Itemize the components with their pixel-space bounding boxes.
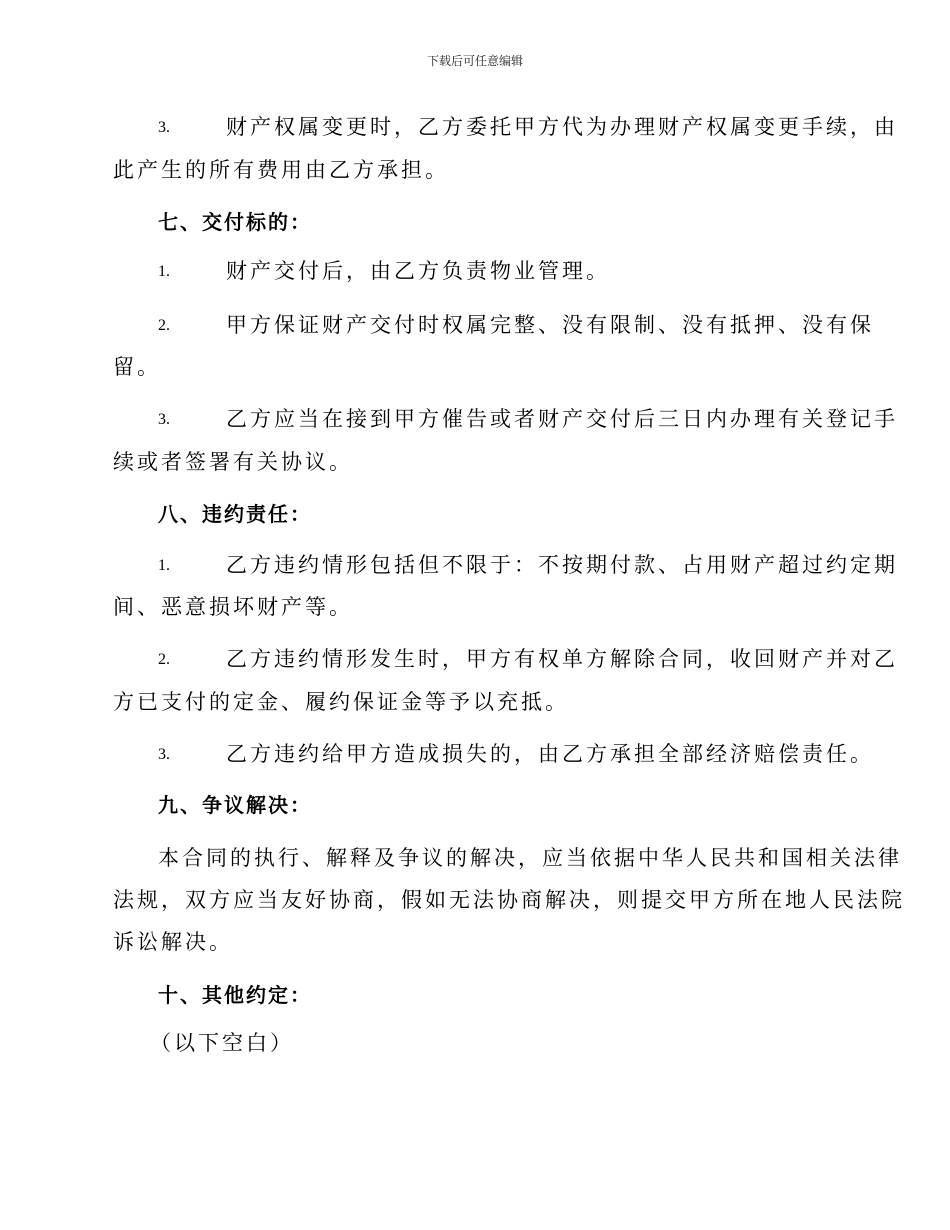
page-header: 下载后可任意编辑 xyxy=(426,54,523,68)
clause-text-line: 财产权属变更时，乙方委托甲方代为办理财产权属变更手续，由 xyxy=(226,115,898,139)
clause-number: 1. xyxy=(158,263,170,280)
section-heading-7: 七、交付标的： xyxy=(158,210,312,234)
clause-number: 2. xyxy=(158,651,170,668)
clause-text-line: 甲方保证财产交付时权属完整、没有限制、没有抵押、没有保 xyxy=(226,313,874,337)
paragraph-line: 诉讼解决。 xyxy=(113,930,233,954)
paragraph-line: 法规，双方应当友好协商，假如无法协商解决，则提交甲方所在地人民法院 xyxy=(113,888,905,912)
clause-number: 1. xyxy=(158,557,170,574)
section-heading-10: 十、其他约定： xyxy=(158,983,312,1007)
clause-text-line: 乙方违约情形发生时，甲方有权单方解除合同，收回财产并对乙 xyxy=(226,647,898,671)
clause-number: 3. xyxy=(158,411,170,428)
clause-text-line: 续或者签署有关协议。 xyxy=(113,450,353,474)
clause-number: 2. xyxy=(158,317,170,334)
clause-text-line: 此产生的所有费用由乙方承担。 xyxy=(113,158,449,182)
clause-text-line: 乙方应当在接到甲方催告或者财产交付后三日内办理有关登记手 xyxy=(226,407,898,431)
paragraph-line: 本合同的执行、解释及争议的解决，应当依据中华人民共和国相关法律 xyxy=(158,846,902,870)
blank-note: （以下空白） xyxy=(150,1031,294,1055)
section-heading-9: 九、争议解决： xyxy=(158,793,312,817)
section-heading-8: 八、违约责任： xyxy=(158,502,312,526)
clause-text-line: 乙方违约给甲方造成损失的，由乙方承担全部经济赔偿责任。 xyxy=(226,742,874,766)
clause-text-line: 财产交付后，由乙方负责物业管理。 xyxy=(226,259,610,283)
clause-number: 3. xyxy=(158,119,170,136)
clause-text-line: 乙方违约情形包括但不限于：不按期付款、占用财产超过约定期 xyxy=(226,553,898,577)
clause-text-line: 间、恶意损坏财产等。 xyxy=(113,595,353,619)
clause-text-line: 方已支付的定金、履约保证金等予以充抵。 xyxy=(113,690,569,714)
clause-text-line: 留。 xyxy=(113,355,161,379)
clause-number: 3. xyxy=(158,746,170,763)
